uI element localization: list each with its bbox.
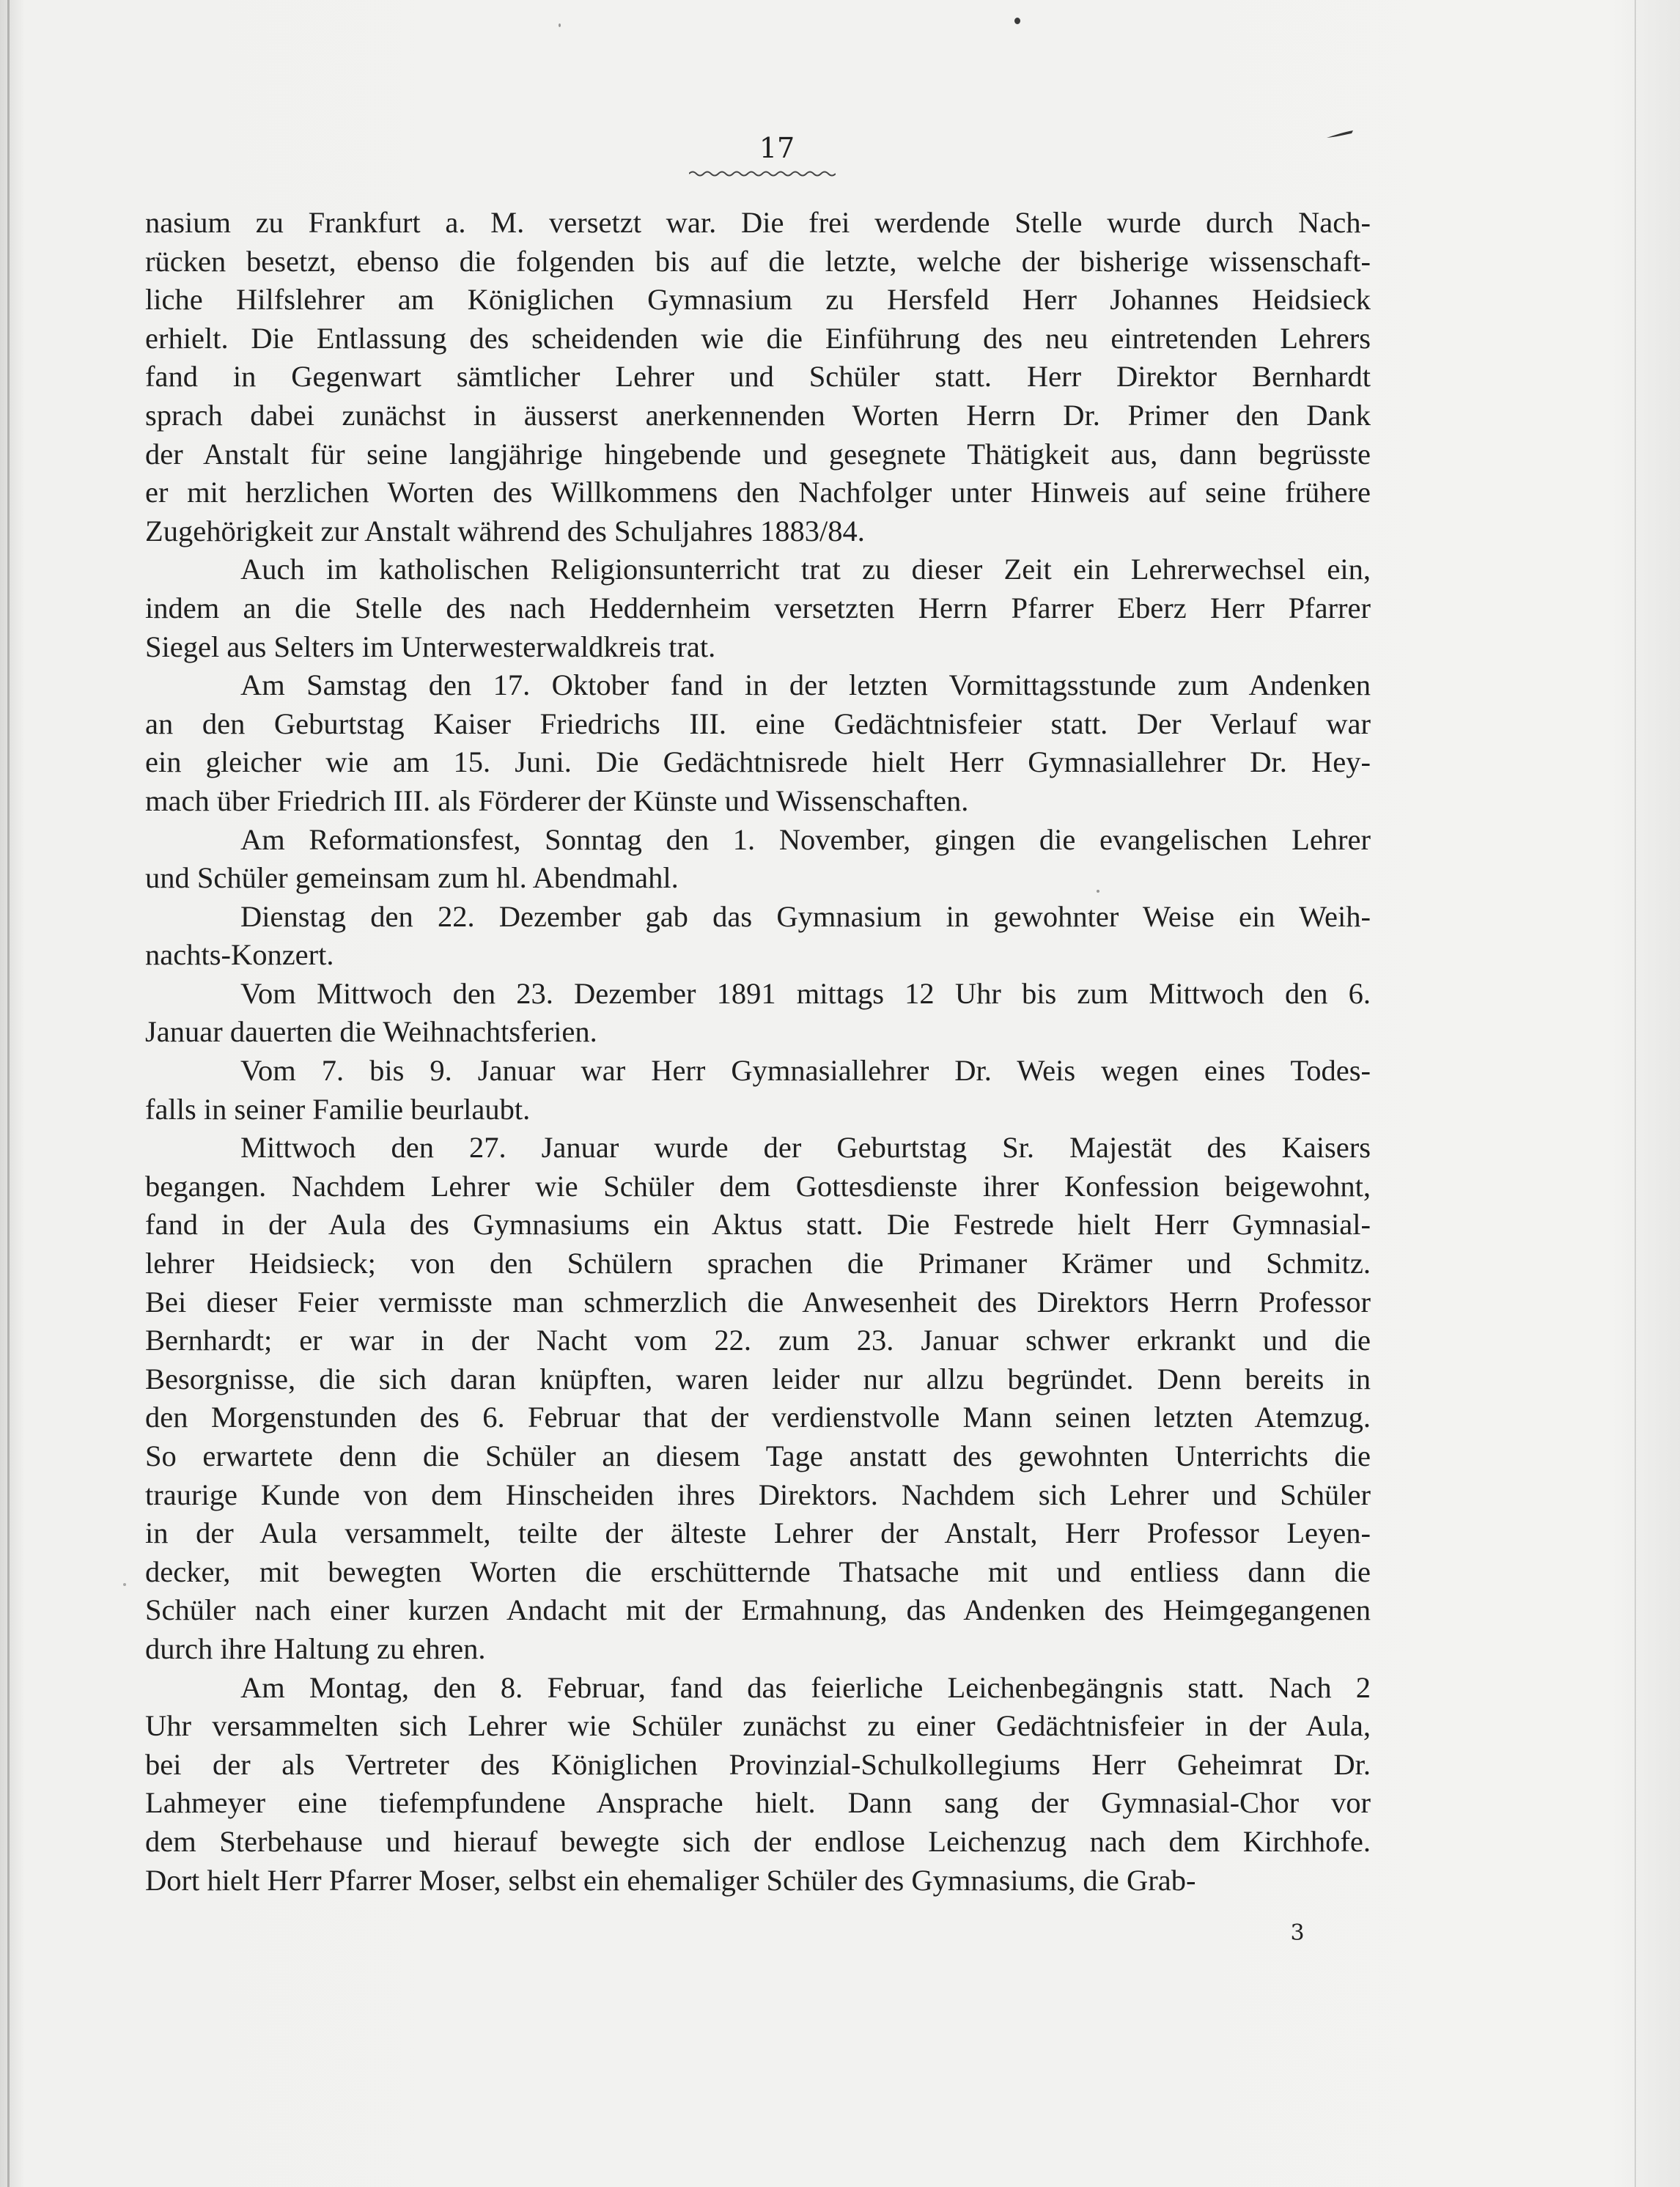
text-line: Am Samstag den 17. Oktober fand in der letzten Vormittagsstunde zum Andenken (240, 668, 1371, 702)
text-line: in der Aula versammelt, teilte der älteste Lehrer der Anstalt, Herr Professor Leyen- (145, 1516, 1371, 1550)
page-right-edge-shadow (1635, 0, 1636, 2187)
text-line: traurige Kunde von dem Hinscheiden ihres Direktors. Nachdem sich Lehrer und Schüler (145, 1478, 1371, 1511)
text-line: Mittwoch den 27. Januar wurde der Geburtstag Sr. Majestät des Kaisers (240, 1131, 1371, 1165)
text-line: er mit herzlichen Worten des Willkommens den Nachfolger unter Hinweis auf seine frühere (145, 476, 1371, 509)
text-line: ein gleicher wie am 15. Juni. Die Gedächtnisrede hielt Herr Gymnasiallehrer Dr. Hey- (145, 745, 1371, 779)
text-line: Bernhardt; er war in der Nacht vom 22. zum 23. Januar schwer erkrankt und die (145, 1324, 1371, 1357)
text-line: nachts-Konzert. (145, 938, 334, 972)
text-line: Zugehörigkeit zur Anstalt während des Schuljahres 1883/84. (145, 514, 865, 547)
text-line: Schüler nach einer kurzen Andacht mit der Ermahnung, das Andenken des Heimgegangenen (145, 1593, 1371, 1627)
text-line: rücken besetzt, ebenso die folgenden bis auf die letzte, welche der bisherige wissenschaft- (145, 244, 1371, 278)
page-number-wavy-rule (689, 169, 836, 179)
text-line: Vom 7. bis 9. Januar war Herr Gymnasiallehrer Dr. Weis wegen eines Todes- (240, 1054, 1371, 1088)
text-line: indem an die Stelle des nach Heddernheim versetzten Herrn Pfarrer Eberz Herr Pfarrer (145, 591, 1371, 624)
text-line: Lahmeyer eine tiefempfundene Ansprache hielt. Dann sang der Gymnasial-Chor vor (145, 1786, 1371, 1820)
text-line: Am Montag, den 8. Februar, fand das feierliche Leichenbegängnis statt. Nach 2 (240, 1670, 1371, 1704)
text-line: Bei dieser Feier vermisste man schmerzlich die Anwesenheit des Direktors Herrn Professor (145, 1285, 1371, 1319)
text-line: lehrer Heidsieck; von den Schülern sprachen die Primaner Krämer und Schmitz. (145, 1247, 1371, 1280)
ink-speck (123, 1583, 126, 1586)
ink-speck (1014, 18, 1020, 24)
text-line: decker, mit bewegten Worten die erschütternde Thatsache mit und entliess dann die (145, 1554, 1371, 1588)
text-line: Am Reformationsfest, Sonntag den 1. November, gingen die evangelischen Lehrer (240, 822, 1371, 856)
text-line: fand in Gegenwart sämtlicher Lehrer und Schüler statt. Herr Direktor Bernhardt (145, 360, 1371, 394)
text-line: Januar dauerten die Weihnachtsferien. (145, 1015, 597, 1049)
text-line: Siegel aus Selters im Unterwesterwaldkreis trat. (145, 630, 716, 663)
text-line: Besorgnisse, die sich daran knüpften, waren leider nur allzu begründet. Denn bereits in (145, 1362, 1371, 1395)
pen-stroke-mark (1325, 129, 1355, 139)
text-line: liche Hilfslehrer am Königlichen Gymnasium zu Hersfeld Herr Johannes Heidsieck (145, 283, 1371, 317)
text-line: den Morgenstunden des 6. Februar that der verdienstvolle Mann seinen letzten Atemzug. (145, 1401, 1371, 1434)
text-line: begangen. Nachdem Lehrer wie Schüler dem Gottesdienste ihrer Konfession beigewohnt, (145, 1169, 1371, 1203)
text-line: und Schüler gemeinsam zum hl. Abendmahl. (145, 861, 679, 895)
text-line: sprach dabei zunächst in äusserst anerkennenden Worten Herrn Dr. Primer den Dank (145, 398, 1371, 432)
text-line: erhielt. Die Entlassung des scheidenden wie die Einführung des neu eintretenden Lehrers (145, 321, 1371, 355)
body-text (145, 204, 1371, 1900)
text-line: falls in seiner Familie beurlaubt. (145, 1092, 531, 1126)
text-line: Uhr versammelten sich Lehrer wie Schüler zunächst zu einer Gedächtnisfeier in der Aula, (145, 1709, 1371, 1743)
ink-speck (559, 23, 561, 27)
page-left-edge-shadow (7, 0, 10, 2187)
page-number: 17 (759, 132, 795, 164)
text-line: nasium zu Frankfurt a. M. versetzt war. Die frei werdende Stelle wurde durch Nach- (145, 206, 1371, 239)
text-line: an den Geburtstag Kaiser Friedrichs III. eine Gedächtnisfeier statt. Der Verlauf war (145, 707, 1371, 740)
text-line: Dort hielt Herr Pfarrer Moser, selbst ein ehemaliger Schüler des Gymnasiums, die Grab- (145, 1863, 1196, 1897)
text-line: der Anstalt für seine langjährige hingebende und gesegnete Thätigkeit aus, dann begrüsste (145, 437, 1371, 471)
text-line: Dienstag den 22. Dezember gab das Gymnasium in gewohnter Weise ein Weih- (240, 899, 1371, 933)
text-line: dem Sterbehause und hierauf bewegte sich der endlose Leichenzug nach dem Kirchhofe. (145, 1824, 1371, 1858)
text-line: Vom Mittwoch den 23. Dezember 1891 mittags 12 Uhr bis zum Mittwoch den 6. (240, 976, 1371, 1010)
text-line: Auch im katholischen Religionsunterricht trat zu dieser Zeit ein Lehrerwechsel ein, (240, 553, 1371, 586)
text-line: fand in der Aula des Gymnasiums ein Aktus statt. Die Festrede hielt Herr Gymnasial- (145, 1208, 1371, 1242)
text-line: mach über Friedrich III. als Förderer der Künste und Wissenschaften. (145, 783, 969, 817)
text-line: So erwartete denn die Schüler an diesem Tage anstatt des gewohnten Unterrichts die (145, 1439, 1371, 1472)
text-line: durch ihre Haltung zu ehren. (145, 1631, 486, 1665)
signature-mark: 3 (1290, 1920, 1305, 1946)
text-line: bei der als Vertreter des Königlichen Provinzial-Schulkollegiums Herr Geheimrat Dr. (145, 1747, 1371, 1781)
